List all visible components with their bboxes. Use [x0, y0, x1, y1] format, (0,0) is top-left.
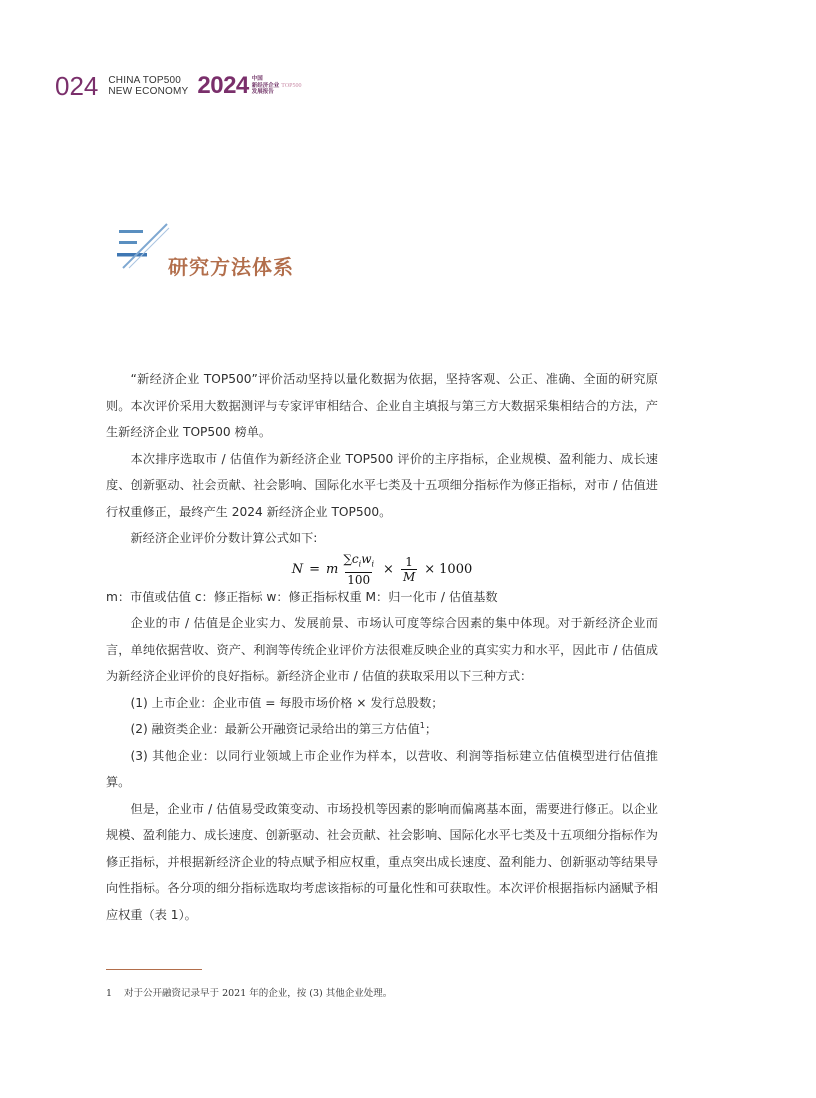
paragraph-5: 但是，企业市 / 估值易受政策变动、市场投机等因素的影响而偏离基本面，需要进行修正。以企业规模、盈利能力、成长速度、创新驱动、社会贡献、社会影响、国际化水平七类及十五项细分指标作为修正指标，并根据新经济企业的特点赋予相应权重，重点突出成长速度、盈利能力、创新驱动等结果导向性指标。各分项的细分指标选取均考虑该指标的可量化性和可获取性。本次评价根据指标内涵赋予相应权重（表 1）。 — [106, 801, 658, 922]
footnote-divider — [106, 969, 202, 970]
body-text — [106, 366, 658, 928]
paragraph-4: 企业的市 / 估值是企业实力、发展前景、市场认可度等综合因素的集中体现。对于新经济企业而言，单纯依据营收、资产、利润等传统企业评价方法很难反映企业的真实实力和水平，因此市 / 估值成为新经济企业评价的良好指标。新经济企业市 / 估值的获取采用以下三种方式： — [106, 616, 658, 683]
formula-fraction-1: $\frac{\sum c_iw_i}{100}$ — [343, 552, 375, 587]
footnote-ref[interactable]: 1 — [419, 720, 425, 730]
formula-fraction-2: $\frac{1}{M}$ — [402, 555, 416, 584]
score-formula: N = m $\frac{\sum c_iw_i}{100}$ × $\frac{1}{M}$ × 1000 — [291, 552, 473, 587]
report-year: 2024 — [197, 72, 249, 99]
footnote-text: 对于公开融资记录早于 2021 年的企业，按 (3) 其他企业处理。 — [124, 988, 393, 999]
brand-chinese: 中国 新经济企业 发展报告 — [251, 76, 280, 96]
list-item-3: (3) 其他企业：以同行业领域上市企业作为样本，以营收、利润等指标建立估值模型进行估值推算。 — [106, 748, 658, 789]
list-item-1: (1) 上市企业：企业市值 = 每股市场价格 × 发行总股数； — [130, 695, 444, 710]
page-header — [55, 70, 302, 102]
paragraph-3: 新经济企业评价分数计算公式如下: — [130, 531, 318, 545]
footnote — [106, 985, 392, 999]
formula-legend: m：市值或估值 c：修正指标 w：修正指标权重 M：归一化市 / 估值基数 — [106, 589, 498, 604]
paragraph-1: “新经济企业 TOP500”评价活动坚持以量化数据为依据，坚持客观、公正、准确、全面的研究原则。本次评价采用大数据测评与专家评审相结合、企业自主填报与第三方大数据采集相结合的方法，产生新经济企业 TOP500 榜单。 — [106, 372, 658, 439]
section-numeral-three-icon — [115, 222, 175, 274]
page-number: 024 — [55, 70, 99, 101]
list-item-2: (2) 融资类企业：最新公开融资记录给出的第三方估值$^1$； — [130, 720, 438, 736]
brand-top500-label: TOP500 — [281, 83, 302, 89]
footnote-number: 1 — [106, 988, 113, 999]
brand-english: CHINA TOP500 NEW ECONOMY — [108, 75, 189, 97]
section-title: 研究方法体系 — [168, 255, 294, 279]
paragraph-2: 本次排序选取市 / 估值作为新经济企业 TOP500 评价的主序指标，企业规模、盈利能力、成长速度、创新驱动、社会贡献、社会影响、国际化水平七类及十五项细分指标作为修正指标，对市 / 估值进行权重修正，最终产生 2024 新经济企业 TOP500。 — [106, 451, 658, 519]
